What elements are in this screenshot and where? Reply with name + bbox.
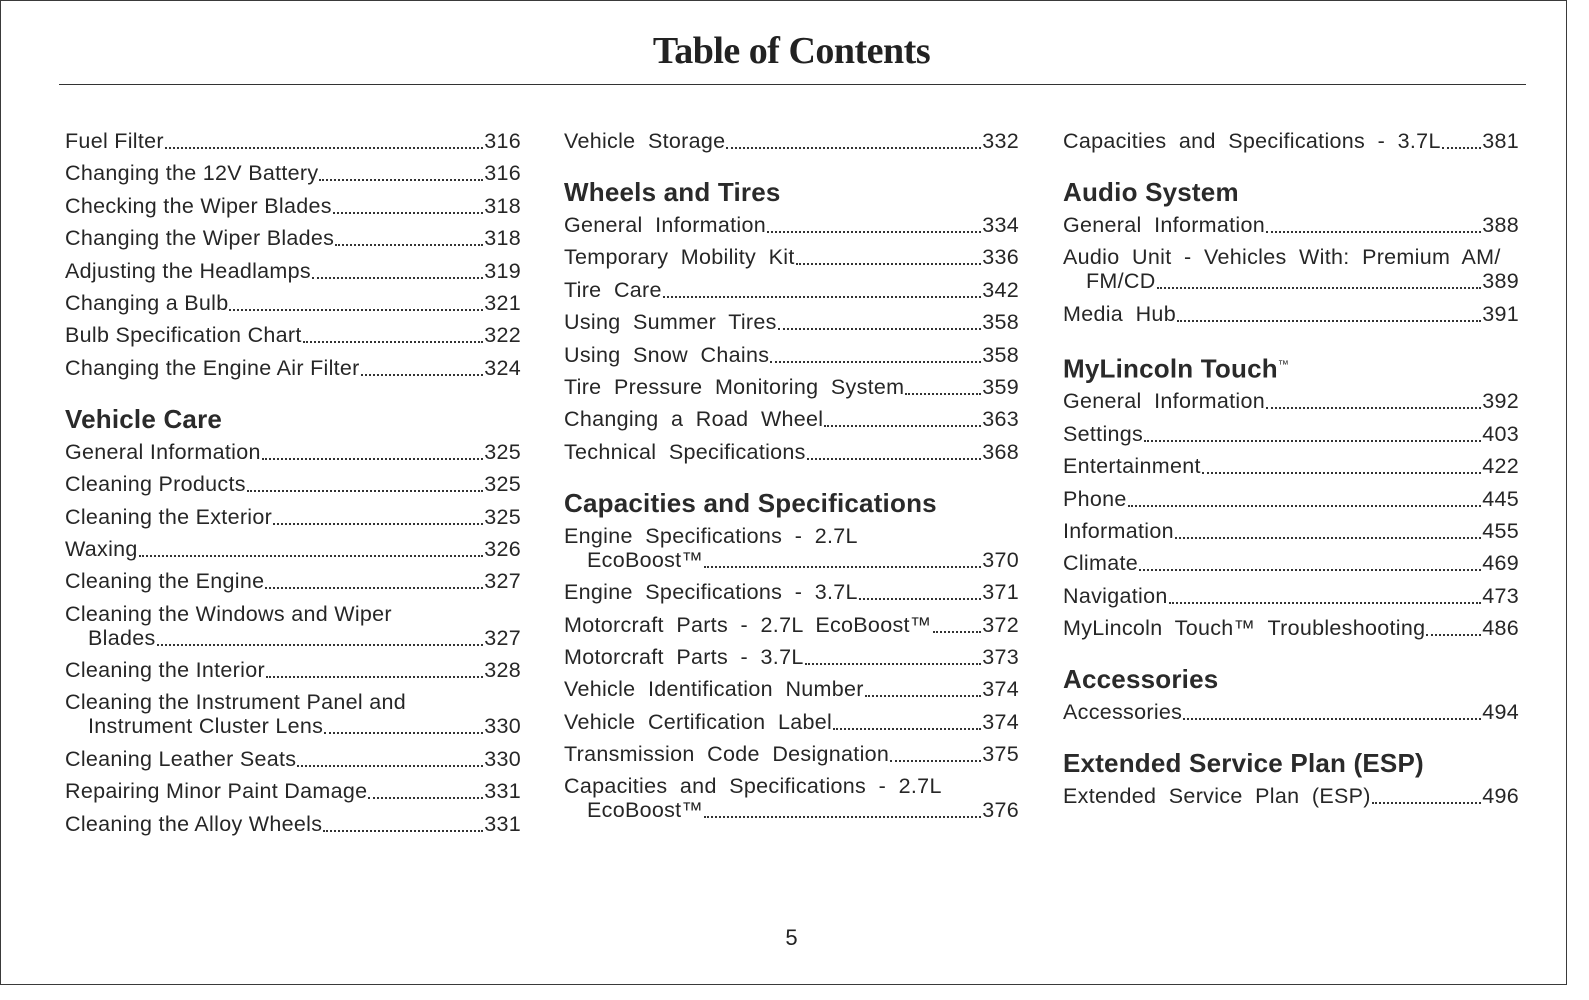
toc-entry-title: Changing the Wiper Blades: [65, 226, 335, 251]
toc-page-number: 327: [484, 569, 521, 594]
toc-entry[interactable]: [65, 161, 521, 185]
toc-entry[interactable]: [1063, 519, 1519, 543]
dot-leader: [1157, 287, 1482, 289]
toc-entry-title: Adjusting the Headlamps: [65, 258, 311, 283]
toc-entry-title: Motorcraft Parts - 2.7L EcoBoost™: [564, 612, 932, 637]
dot-leader: [273, 523, 483, 525]
section-heading: [564, 177, 1019, 207]
toc-entry[interactable]: [564, 375, 1019, 399]
dot-leader: [796, 263, 982, 265]
dot-leader: [157, 644, 484, 646]
dot-leader: [807, 458, 981, 460]
toc-entry[interactable]: [65, 602, 521, 650]
toc-page-number: 403: [1482, 421, 1519, 446]
toc-entry-title: Changing the 12V Battery: [65, 161, 319, 186]
toc-column-2: [564, 129, 1019, 831]
toc-entry[interactable]: [1063, 213, 1519, 237]
toc-entry[interactable]: [1063, 302, 1519, 326]
toc-entry[interactable]: [564, 310, 1019, 334]
dot-leader: [229, 309, 483, 311]
toc-entry-continuation: [65, 714, 521, 738]
dot-leader: [247, 490, 483, 492]
dot-leader: [303, 341, 484, 343]
toc-page-number: 374: [982, 677, 1019, 702]
toc-entry[interactable]: [564, 645, 1019, 669]
dot-leader: [361, 374, 484, 376]
toc-page-number: 319: [484, 258, 521, 283]
trademark-mark: ™: [1277, 358, 1290, 371]
toc-entry-continuation: [65, 626, 521, 650]
toc-entry-title: Climate: [1063, 551, 1138, 576]
toc-entry-title: Using Snow Chains: [564, 342, 770, 367]
toc-entry-title: Bulb Specification Chart: [65, 323, 302, 348]
toc-entry-title: Phone: [1063, 486, 1127, 511]
toc-entry[interactable]: [564, 129, 1019, 153]
dot-leader: [1144, 440, 1481, 442]
toc-entry[interactable]: [1063, 584, 1519, 608]
toc-page-number: 391: [1482, 301, 1519, 326]
toc-entry-title: Cleaning the Engine: [65, 569, 265, 594]
dot-leader: [266, 676, 483, 678]
toc-page-number: 388: [1482, 213, 1519, 237]
toc-page-number: 328: [484, 658, 521, 683]
toc-page-number: 469: [1482, 551, 1519, 576]
section-heading-text: MyLincoln Touch: [1063, 353, 1278, 384]
dot-leader: [335, 244, 483, 246]
toc-entry[interactable]: [1063, 616, 1519, 640]
toc-page-number: 494: [1482, 700, 1519, 725]
dot-leader: [833, 728, 981, 730]
dot-leader: [312, 277, 483, 279]
toc-page-number: 330: [484, 714, 521, 739]
toc-entry-title-continued: FM/CD: [1086, 269, 1156, 294]
toc-entry-title: Vehicle Certification Label: [564, 709, 833, 734]
toc-entry-title: Technical Specifications: [564, 439, 806, 464]
section-heading: [1063, 748, 1519, 778]
toc-entry-continuation: [564, 548, 1019, 572]
dot-leader: [859, 598, 981, 600]
toc-page-number: 324: [484, 355, 521, 380]
section-heading: [1063, 664, 1519, 694]
toc-entry-continuation: [1063, 269, 1519, 293]
toc-page-number: 318: [484, 193, 521, 218]
dot-leader: [1202, 472, 1481, 474]
toc-column-3: [1063, 129, 1519, 817]
dot-leader: [265, 587, 483, 589]
toc-page-number: 445: [1482, 486, 1519, 511]
section-heading-text: Extended Service Plan (ESP): [1063, 748, 1424, 779]
dot-leader: [704, 816, 981, 818]
dot-leader: [1442, 147, 1482, 149]
toc-entry-title-continued: Blades: [88, 625, 156, 650]
toc-entry[interactable]: [65, 323, 521, 347]
toc-entry-title: Repairing Minor Paint Damage: [65, 779, 368, 804]
dot-leader: [1169, 602, 1482, 604]
dot-leader: [905, 393, 981, 395]
toc-entry-title: Cleaning the Alloy Wheels: [65, 811, 323, 836]
toc-entry-title: Media Hub: [1063, 301, 1176, 326]
toc-entry-title: Navigation: [1063, 583, 1168, 608]
page-number: 5: [785, 925, 798, 950]
toc-page-number: 334: [982, 213, 1019, 237]
section-heading-text: Wheels and Tires: [564, 177, 781, 207]
toc-page-number: 486: [1482, 616, 1519, 641]
toc-entry-title: MyLincoln Touch™ Troubleshooting: [1063, 616, 1426, 641]
toc-section: [1063, 748, 1519, 808]
toc-entry-title: Tire Care: [564, 277, 662, 302]
toc-entry[interactable]: [65, 472, 521, 496]
section-heading-text: Capacities and Specifications: [564, 487, 937, 518]
toc-page-number: 336: [982, 245, 1019, 270]
toc-page-number: 359: [982, 374, 1019, 399]
toc-section: [65, 404, 521, 836]
toc-section: [564, 488, 1019, 823]
toc-section: [1063, 177, 1519, 326]
dot-leader: [663, 296, 981, 298]
toc-entry[interactable]: [1063, 784, 1519, 808]
dot-leader: [778, 328, 982, 330]
toc-entry-title: Cleaning Leather Seats: [65, 746, 297, 771]
dot-leader: [323, 830, 483, 832]
toc-page-number: 473: [1482, 583, 1519, 608]
toc-section: [1063, 664, 1519, 724]
toc-entry-title: Accessories: [1063, 700, 1183, 725]
toc-page-number: 322: [484, 323, 521, 348]
title-divider: [59, 84, 1526, 85]
dot-leader: [1139, 569, 1481, 571]
toc-entry[interactable]: [564, 613, 1019, 637]
toc-entry[interactable]: [564, 407, 1019, 431]
toc-page-number: 392: [1482, 389, 1519, 414]
toc-entry[interactable]: [65, 658, 521, 682]
dot-leader: [726, 147, 981, 149]
toc-entry-title: Changing a Road Wheel: [564, 407, 824, 432]
toc-page-number: 375: [982, 742, 1019, 767]
dot-leader: [262, 458, 484, 460]
toc-entry-title: Engine Specifications - 3.7L: [564, 580, 858, 605]
toc-entry[interactable]: [564, 742, 1019, 766]
toc-page-number: 363: [982, 407, 1019, 432]
section-heading-text: Audio System: [1063, 177, 1239, 207]
toc-entry-title: Vehicle Identification Number: [564, 677, 864, 702]
section-heading: [1063, 177, 1519, 207]
dot-leader: [1183, 718, 1481, 720]
toc-entry-title: Cleaning the Interior: [65, 658, 265, 683]
toc-entry-title-continued: Instrument Cluster Lens: [88, 714, 324, 739]
toc-page-number: 372: [982, 612, 1019, 637]
toc-page-number: 376: [982, 798, 1019, 823]
toc-page-number: 326: [484, 536, 521, 561]
toc-entry-title: Capacities and Specifications - 2.7L: [564, 774, 942, 799]
toc-page-number: 332: [982, 129, 1019, 153]
toc-section: [65, 129, 521, 380]
toc-page-number: 381: [1482, 129, 1519, 153]
toc-page-number: 496: [1482, 784, 1519, 809]
toc-entry-title: Extended Service Plan (ESP): [1063, 784, 1371, 809]
toc-entry-title: Waxing: [65, 536, 138, 561]
toc-entry-continuation: [564, 798, 1019, 822]
toc-entry[interactable]: [65, 690, 521, 738]
toc-entry-title: Motorcraft Parts - 3.7L: [564, 644, 804, 669]
dot-leader: [1372, 802, 1481, 804]
dot-leader: [824, 425, 981, 427]
toc-section: [564, 129, 1019, 153]
toc-entry-title: Using Summer Tires: [564, 310, 777, 335]
dot-leader: [1266, 231, 1481, 233]
toc-entry-title: Fuel Filter: [65, 129, 164, 153]
toc-entry[interactable]: [564, 343, 1019, 367]
toc-entry[interactable]: [1063, 487, 1519, 511]
toc-entry[interactable]: [65, 291, 521, 315]
toc-entry[interactable]: [65, 259, 521, 283]
toc-page-number: 327: [484, 625, 521, 650]
dot-leader: [805, 663, 982, 665]
toc-section: [1063, 350, 1519, 640]
dot-leader: [1177, 320, 1481, 322]
toc-page-number: 358: [982, 310, 1019, 335]
toc-entry-title: Cleaning Products: [65, 472, 246, 497]
dot-leader: [368, 797, 483, 799]
dot-leader: [333, 212, 483, 214]
toc-entry[interactable]: [65, 440, 521, 464]
toc-page-number: 325: [484, 504, 521, 529]
toc-entry-title: Cleaning the Exterior: [65, 504, 273, 529]
toc-entry-title-continued: EcoBoost™: [587, 798, 704, 823]
toc-entry[interactable]: [65, 812, 521, 836]
toc-entry[interactable]: [65, 505, 521, 529]
toc-page-number: 316: [484, 161, 521, 186]
section-heading: [65, 404, 521, 434]
dot-leader: [1266, 407, 1481, 409]
dot-leader: [319, 179, 483, 181]
dot-leader: [890, 760, 981, 762]
toc-page-number: 331: [484, 811, 521, 836]
toc-entry[interactable]: [1063, 129, 1519, 153]
toc-column-1: [65, 129, 521, 844]
toc-entry-title: Changing a Bulb: [65, 290, 229, 315]
toc-page-number: 358: [982, 342, 1019, 367]
toc-entry-title: Changing the Engine Air Filter: [65, 355, 360, 380]
toc-page-number: 325: [484, 472, 521, 497]
dot-leader: [933, 631, 982, 633]
toc-entry[interactable]: [65, 129, 521, 153]
toc-page-number: 373: [982, 644, 1019, 669]
toc-entry[interactable]: [564, 524, 1019, 572]
toc-entry-title: General Information: [1063, 213, 1265, 237]
toc-entry[interactable]: [1063, 422, 1519, 446]
toc-entry-title: Information: [1063, 519, 1174, 543]
toc-entry[interactable]: [65, 537, 521, 561]
toc-entry[interactable]: [1063, 245, 1519, 293]
toc-entry[interactable]: [564, 774, 1019, 822]
dot-leader: [1128, 505, 1482, 507]
toc-page-number: 374: [982, 709, 1019, 734]
toc-entry[interactable]: [65, 747, 521, 771]
toc-entry[interactable]: [65, 779, 521, 803]
toc-entry[interactable]: [65, 194, 521, 218]
toc-entry[interactable]: [65, 569, 521, 593]
toc-entry-title: Checking the Wiper Blades: [65, 193, 332, 218]
toc-entry-title: Transmission Code Designation: [564, 742, 890, 767]
toc-page-number: 342: [982, 277, 1019, 302]
toc-page-number: 371: [982, 580, 1019, 605]
section-heading: [564, 488, 1019, 518]
toc-page-number: 331: [484, 779, 521, 804]
toc-entry[interactable]: [1063, 551, 1519, 575]
dot-leader: [1175, 537, 1481, 539]
toc-entry[interactable]: [1063, 454, 1519, 478]
toc-page-number: 318: [484, 226, 521, 251]
toc-entry-title: General Information: [65, 439, 261, 464]
toc-entry-title: General Information: [1063, 389, 1265, 414]
toc-entry-title: Entertainment: [1063, 454, 1201, 479]
toc-entry-title: Tire Pressure Monitoring System: [564, 374, 905, 399]
dot-leader: [297, 765, 483, 767]
toc-entry-title: Audio Unit - Vehicles With: Premium AM/: [1063, 245, 1501, 270]
toc-entry[interactable]: [65, 356, 521, 380]
toc-entry-title: Cleaning the Instrument Panel and: [65, 690, 406, 715]
toc-page-number: 330: [484, 746, 521, 771]
toc-entry-title: Cleaning the Windows and Wiper: [65, 601, 392, 626]
toc-entry-title-continued: EcoBoost™: [587, 547, 704, 572]
toc-entry[interactable]: [564, 580, 1019, 604]
toc-entry[interactable]: [1063, 389, 1519, 413]
toc-page-number: 389: [1482, 269, 1519, 294]
toc-entry[interactable]: [564, 278, 1019, 302]
toc-entry[interactable]: [1063, 700, 1519, 724]
toc-page-number: 325: [484, 439, 521, 464]
dot-leader: [139, 555, 484, 557]
dot-leader: [770, 361, 981, 363]
toc-entry[interactable]: [564, 710, 1019, 734]
toc-entry-title: Vehicle Storage: [564, 129, 726, 153]
page-title: Table of Contents: [652, 30, 931, 72]
toc-entry[interactable]: [564, 213, 1019, 237]
toc-page-number: 321: [484, 290, 521, 315]
toc-page-number: 422: [1482, 454, 1519, 479]
dot-leader: [165, 147, 483, 149]
toc-entry-title: Settings: [1063, 421, 1144, 446]
toc-page-number: 370: [982, 547, 1019, 572]
section-heading-text: Accessories: [1063, 664, 1219, 695]
dot-leader: [324, 732, 483, 734]
section-heading-text: Vehicle Care: [65, 403, 223, 434]
toc-entry[interactable]: [564, 677, 1019, 701]
toc-entry-title: General Information: [564, 213, 766, 237]
dot-leader: [767, 231, 981, 233]
toc-page-number: 368: [982, 439, 1019, 464]
toc-entry-title: Temporary Mobility Kit: [564, 245, 795, 270]
dot-leader: [1426, 634, 1481, 636]
toc-section: [564, 177, 1019, 464]
toc-entry-title: Engine Specifications - 2.7L: [564, 523, 858, 548]
toc-entry[interactable]: [65, 226, 521, 250]
section-heading: [1063, 350, 1519, 384]
toc-entry[interactable]: [564, 440, 1019, 464]
toc-page-number: 455: [1482, 519, 1519, 543]
toc-entry-title: Capacities and Specifications - 3.7L: [1063, 129, 1441, 153]
toc-page-number: 316: [484, 129, 521, 153]
toc-section: [1063, 129, 1519, 153]
dot-leader: [865, 695, 982, 697]
toc-entry[interactable]: [564, 245, 1019, 269]
dot-leader: [704, 566, 981, 568]
